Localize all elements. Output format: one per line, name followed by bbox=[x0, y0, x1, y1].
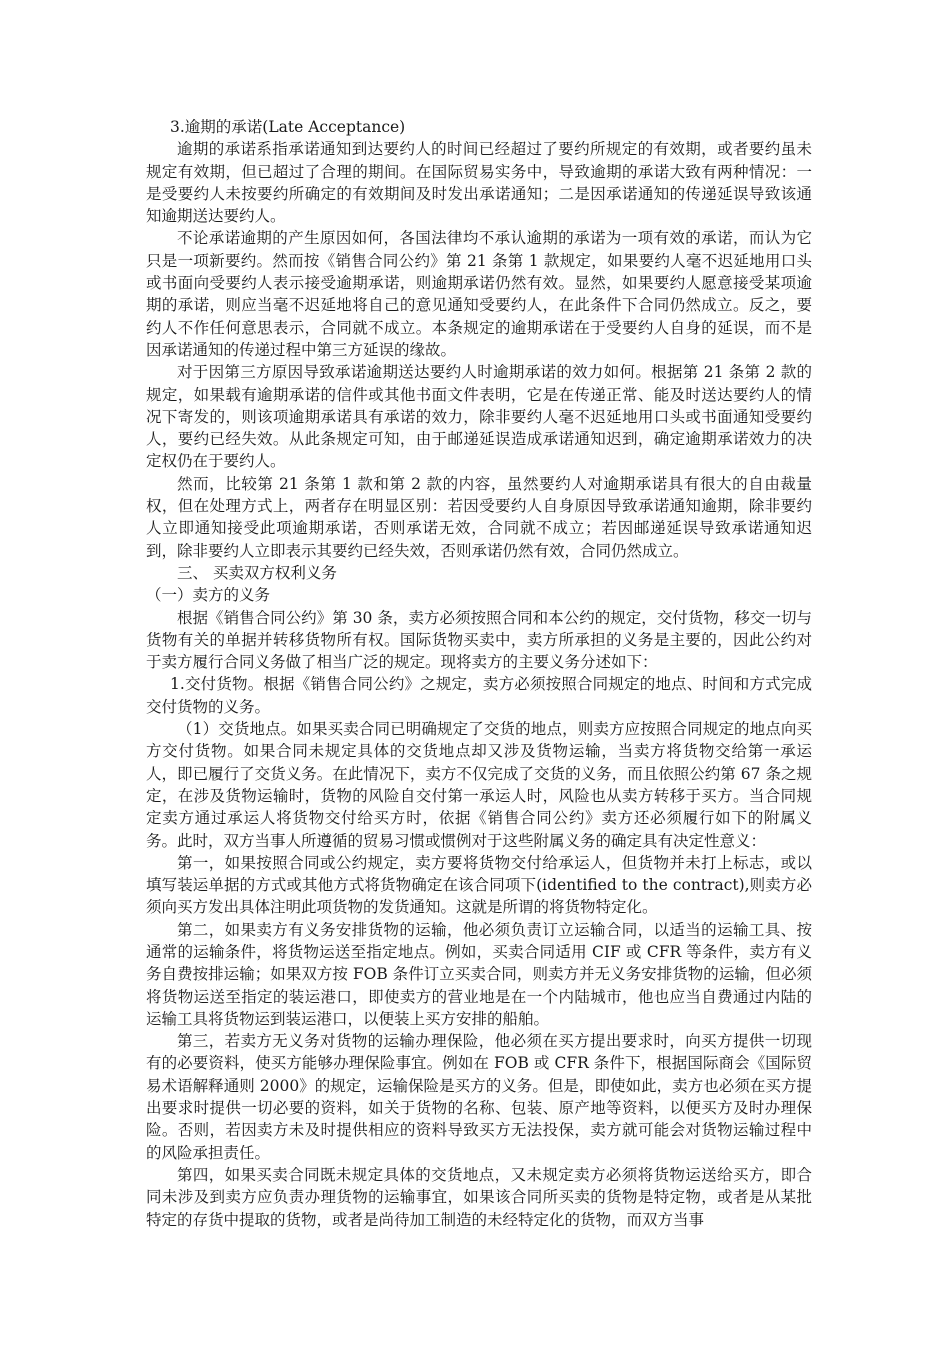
paragraph: （1）交货地点。如果买卖合同已明确规定了交货的地点，则卖方应按照合同规定的地点向买方交付货物。如果合同未规定具体的交货地点却又涉及货物运输，当卖方将货物交给第一承运人，即已履行了交货义务。在此情况下，卖方不仅完成了交货的义务，而且依照公约第 67 条之规定，在涉及货物运输时，货物的风险自交付第一承运人时，风险也从卖方转移于买方。当合同规定卖方通过承运人将货物交付给买方时，依据《销售合同公约》卖方还必须履行如下的附属义务。此时，双方当事人所遵循的贸易习惯或惯例对于这些附属义务的确定具有决定性意义： bbox=[146, 720, 812, 850]
paragraph: 然而，比较第 21 条第 1 款和第 2 款的内容，虽然要约人对逾期承诺具有很大的自由裁量权，但在处理方式上，两者存在明显区别：若因受要约人自身原因导致承诺通知逾期，除非要约人立即通知接受此项逾期承诺，否则承诺无效，合同就不成立；若因邮递延误导致承诺通知迟到，除非要约人立即表示其要约已经失效，否则承诺仍然有效，合同仍然成立。 bbox=[146, 474, 812, 560]
paragraph: 不论承诺逾期的产生原因如何，各国法律均不承认逾期的承诺为一项有效的承诺，而认为它只是一项新要约。然而按《销售合同公约》第 21 条第 1 款规定，如果要约人毫不迟延地用口头或书面向受要约人表示接受逾期承诺，则逾期承诺仍然有效。显然，如果要约人愿意接受某项逾期的承诺，则应当毫不迟延地将自己的意见通知受要约人，在此条件下合同仍然成立。反之，要约人不作任何意思表示，合同就不成立。本条规定的逾期承诺在于受要约人自身的延误，而不是因承诺通知的传递过程中第三方延误的缘故。 bbox=[146, 229, 812, 359]
paragraph: 逾期的承诺系指承诺通知到达要约人的时间已经超过了要约所规定的有效期，或者要约虽未规定有效期，但已超过了合理的期间。在国际贸易实务中，导致逾期的承诺大致有两种情况：一是受要约人未按要约所确定的有效期间及时发出承诺通知；二是因承诺通知的传递延误导致该通知逾期送达要约人。 bbox=[146, 140, 812, 226]
paragraph: 第三，若卖方无义务对货物的运输办理保险，他必须在买方提出要求时，向买方提供一切现有的必要资料，使买方能够办理保险事宜。例如在 FOB 或 CFR 条件下，根据国际商会《国际贸易术语解释通则 2000》的规定，运输保险是买方的义务。但是，即使如此，卖方也必须在买方提出要求时提供一切必要的资料，如关于货物的名称、包装、原产地等资料，以便买方及时办理保险。否则，若因卖方未及时提供相应的资料导致买方无法投保，卖方就可能会对货物运输过程中的风险承担责任。 bbox=[146, 1032, 812, 1162]
item-heading-delivery: 1.交付货物。根据《销售合同公约》之规定，卖方必须按照合同规定的地点、时间和方式完成交付货物的义务。 bbox=[146, 675, 812, 716]
paragraph: 第一，如果按照合同或公约规定，卖方要将货物交付给承运人，但货物并未打上标志，或以填写装运单据的方式或其他方式将货物确定在该合同项下(identified to the contract),则卖方必须向买方发出具体注明此项货物的发货通知。这就是所谓的将货物特定化。 bbox=[146, 853, 812, 917]
section-heading-rights-obligations: 三、 买卖双方权利义务 bbox=[177, 563, 337, 582]
paragraph: 第二，如果卖方有义务安排货物的运输，他必须负责订立运输合同，以适当的运输工具、按通常的运输条件，将货物运送至指定地点。例如，买卖合同适用 CIF 或 CFR 等条件，卖方有义务自费按排运输；如果双方按 FOB 条件订立买卖合同，则卖方并无义务安排货物的运输，但必须将货物运送至指定的装运港口，即使卖方的营业地是在一个内陆城市，他也应当自费通过内陆的运输工具将货物运到装运港口，以便装上买方安排的船舶。 bbox=[146, 920, 812, 1028]
paragraph: 根据《销售合同公约》第 30 条，卖方必须按照合同和本公约的规定，交付货物，移交一切与货物有关的单据并转移货物所有权。国际货物买卖中，卖方所承担的义务是主要的，因此公约对于卖方履行合同义务做了相当广泛的规定。现将卖方的主要义务分述如下： bbox=[146, 608, 812, 672]
section-heading-late-acceptance: 3.逾期的承诺(Late Acceptance) bbox=[170, 118, 406, 136]
subsection-heading-seller-obligations: （一）卖方的义务 bbox=[146, 586, 271, 605]
document-body bbox=[146, 116, 812, 1231]
paragraph: 对于因第三方原因导致承诺逾期送达要约人时逾期承诺的效力如何。根据第 21 条第 2 款的规定，如果载有逾期承诺的信件或其他书面文件表明，它是在传递正常、能及时送达要约人的情况下寄发的，则该项逾期承诺具有承诺的效力，除非要约人毫不迟延地用口头或书面通知受要约人，要约已经失效。从此条规定可知，由于邮递延误造成承诺通知迟到，确定逾期承诺效力的决定权仍在于要约人。 bbox=[146, 363, 812, 471]
paragraph: 第四，如果买卖合同既未规定具体的交货地点，又未规定卖方必须将货物运送给买方，即合同未涉及到卖方应负责办理货物的运输事宜，如果该合同所买卖的货物是特定物，或者是从某批特定的存货中提取的货物，或者是尚待加工制造的未经特定化的货物，而双方当事 bbox=[146, 1165, 812, 1229]
